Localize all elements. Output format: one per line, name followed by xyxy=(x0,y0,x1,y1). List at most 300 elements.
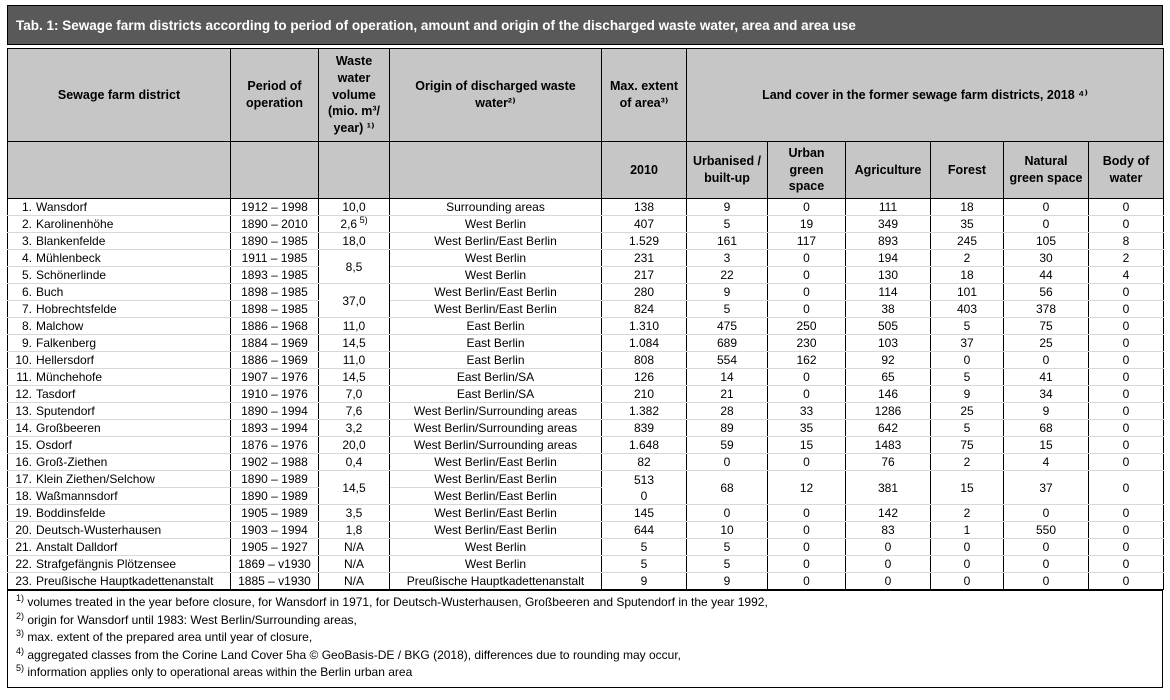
forest-cell: 9 xyxy=(931,386,1004,403)
natural-green-cell: 0 xyxy=(1004,556,1089,573)
urbanised-cell: 475 xyxy=(687,318,768,335)
district-cell xyxy=(8,369,231,386)
header-extent: Max. extent of area³⁾ xyxy=(602,49,687,142)
row-number: 21. xyxy=(15,540,32,554)
forest-cell: 15 xyxy=(931,471,1004,505)
forest-cell: 2 xyxy=(931,454,1004,471)
district-cell xyxy=(8,505,231,522)
district-name: Karolinenhöhe xyxy=(36,217,114,231)
table-row xyxy=(8,573,1164,590)
origin-cell: West Berlin/East Berlin xyxy=(390,284,602,301)
origin-cell: Preußische Hauptkadettenanstalt xyxy=(390,573,602,590)
body-of-water-cell: 0 xyxy=(1089,216,1164,233)
urban-green-cell: 0 xyxy=(768,250,846,267)
extent-cell: 9 xyxy=(602,573,687,590)
natural-green-cell: 44 xyxy=(1004,267,1089,284)
natural-green-cell: 0 xyxy=(1004,573,1089,590)
body-of-water-cell: 0 xyxy=(1089,301,1164,318)
table-row xyxy=(8,335,1164,352)
subheader-forest: Forest xyxy=(931,142,1004,199)
extent-cell: 145 xyxy=(602,505,687,522)
body-of-water-cell: 0 xyxy=(1089,420,1164,437)
origin-cell: East Berlin/SA xyxy=(390,386,602,403)
district-cell xyxy=(8,471,231,488)
urbanised-cell: 89 xyxy=(687,420,768,437)
agriculture-cell: 349 xyxy=(846,216,931,233)
row-number: 16. xyxy=(15,455,32,469)
agriculture-cell: 142 xyxy=(846,505,931,522)
district-name: Anstalt Dalldorf xyxy=(36,540,118,554)
table-row xyxy=(8,522,1164,539)
header-volume: Waste water volume (mio. m³/ year) ¹⁾ xyxy=(319,49,390,142)
row-number: 15. xyxy=(15,438,32,452)
agriculture-cell: 111 xyxy=(846,199,931,216)
urban-green-cell: 0 xyxy=(768,284,846,301)
volume-cell: 18,0 xyxy=(319,233,390,250)
volume-cell: 14,5 xyxy=(319,335,390,352)
forest-cell: 403 xyxy=(931,301,1004,318)
urbanised-cell: 21 xyxy=(687,386,768,403)
table-row xyxy=(8,556,1164,573)
row-number: 18. xyxy=(15,489,32,503)
urban-green-cell: 35 xyxy=(768,420,846,437)
origin-cell: West Berlin/Surrounding areas xyxy=(390,420,602,437)
forest-cell: 0 xyxy=(931,352,1004,369)
agriculture-cell: 505 xyxy=(846,318,931,335)
subheader-empty-origin xyxy=(390,142,602,199)
body-of-water-cell: 0 xyxy=(1089,539,1164,556)
subheader-empty-period xyxy=(231,142,319,199)
natural-green-cell: 34 xyxy=(1004,386,1089,403)
row-number: 5. xyxy=(21,268,32,282)
urbanised-cell: 9 xyxy=(687,573,768,590)
header-district: Sewage farm district xyxy=(8,49,231,142)
urban-green-cell: 230 xyxy=(768,335,846,352)
forest-cell: 0 xyxy=(931,539,1004,556)
urbanised-cell: 5 xyxy=(687,539,768,556)
extent-cell: 1.310 xyxy=(602,318,687,335)
body-of-water-cell: 0 xyxy=(1089,403,1164,420)
period-cell: 1885 – v1930 xyxy=(231,573,319,590)
agriculture-cell: 381 xyxy=(846,471,931,505)
origin-cell: East Berlin/SA xyxy=(390,369,602,386)
table-header xyxy=(8,49,1164,199)
district-cell xyxy=(8,318,231,335)
agriculture-cell: 38 xyxy=(846,301,931,318)
footnote-2 xyxy=(16,612,1154,630)
volume-cell: 3,5 xyxy=(319,505,390,522)
footnote-4-marker: 4) xyxy=(16,645,25,656)
district-name: Tasdorf xyxy=(36,387,76,401)
natural-green-cell: 75 xyxy=(1004,318,1089,335)
body-of-water-cell: 0 xyxy=(1089,454,1164,471)
subheader-agriculture: Agriculture xyxy=(846,142,931,199)
table-row xyxy=(8,437,1164,454)
header-period: Period of operation xyxy=(231,49,319,142)
table-row xyxy=(8,352,1164,369)
district-name: Waßmannsdorf xyxy=(36,489,118,503)
urban-green-cell: 0 xyxy=(768,573,846,590)
row-number: 23. xyxy=(15,574,32,588)
natural-green-cell: 30 xyxy=(1004,250,1089,267)
urbanised-cell: 554 xyxy=(687,352,768,369)
period-cell: 1905 – 1989 xyxy=(231,505,319,522)
agriculture-cell: 642 xyxy=(846,420,931,437)
urban-green-cell: 0 xyxy=(768,301,846,318)
district-name: Schönerlinde xyxy=(36,268,107,282)
footnote-3 xyxy=(16,629,1154,647)
district-name: Münchehofe xyxy=(36,370,103,384)
volume-cell: 3,2 xyxy=(319,420,390,437)
footnote-1-text: volumes treated in the year before closure, for Wansdorf in 1971, for Deutsch-Wusterhausen, Großbeeren and Sputendorf in the year 1992, xyxy=(27,595,768,609)
body-of-water-cell: 0 xyxy=(1089,369,1164,386)
row-number: 12. xyxy=(15,387,32,401)
origin-cell: West Berlin/East Berlin xyxy=(390,301,602,318)
district-name: Buch xyxy=(36,285,64,299)
forest-cell: 1 xyxy=(931,522,1004,539)
body-of-water-cell: 0 xyxy=(1089,386,1164,403)
urbanised-cell: 0 xyxy=(687,505,768,522)
period-cell: 1907 – 1976 xyxy=(231,369,319,386)
body-of-water-cell: 0 xyxy=(1089,199,1164,216)
table-row xyxy=(8,539,1164,556)
extent-cell: 210 xyxy=(602,386,687,403)
period-cell: 1911 – 1985 xyxy=(231,250,319,267)
district-cell xyxy=(8,454,231,471)
district-name: Blankenfelde xyxy=(36,234,106,248)
agriculture-cell: 130 xyxy=(846,267,931,284)
period-cell: 1912 – 1998 xyxy=(231,199,319,216)
urban-green-cell: 162 xyxy=(768,352,846,369)
origin-cell: West Berlin/East Berlin xyxy=(390,522,602,539)
district-cell xyxy=(8,233,231,250)
forest-cell: 75 xyxy=(931,437,1004,454)
district-cell xyxy=(8,573,231,590)
volume-cell: N/A xyxy=(319,539,390,556)
extent-cell: 217 xyxy=(602,267,687,284)
body-of-water-cell: 8 xyxy=(1089,233,1164,250)
agriculture-cell: 83 xyxy=(846,522,931,539)
urban-green-cell: 0 xyxy=(768,505,846,522)
extent-cell: 5 xyxy=(602,556,687,573)
district-name: Deutsch-Wusterhausen xyxy=(36,523,162,537)
district-cell xyxy=(8,556,231,573)
urbanised-cell: 10 xyxy=(687,522,768,539)
footnote-4-text: aggregated classes from the Corine Land Cover 5ha © GeoBasis-DE / BKG (2018), differences due to rounding may occur, xyxy=(27,647,681,662)
extent-cell: 644 xyxy=(602,522,687,539)
origin-cell: West Berlin/East Berlin xyxy=(390,233,602,250)
district-cell xyxy=(8,267,231,284)
row-number: 22. xyxy=(15,557,32,571)
urban-green-cell: 0 xyxy=(768,386,846,403)
volume-cell: 7,0 xyxy=(319,386,390,403)
footnote-4 xyxy=(16,647,1154,665)
row-number: 7. xyxy=(21,302,32,316)
district-name: Großbeeren xyxy=(36,421,101,435)
period-cell: 1905 – 1927 xyxy=(231,539,319,556)
urbanised-cell: 9 xyxy=(687,284,768,301)
subheader-2010: 2010 xyxy=(602,142,687,199)
row-number: 3. xyxy=(21,234,32,248)
period-cell: 1903 – 1994 xyxy=(231,522,319,539)
origin-cell: East Berlin xyxy=(390,335,602,352)
urbanised-cell: 28 xyxy=(687,403,768,420)
district-name: Hobrechtsfelde xyxy=(36,302,117,316)
row-number: 11. xyxy=(16,370,32,384)
urban-green-cell: 33 xyxy=(768,403,846,420)
natural-green-cell: 56 xyxy=(1004,284,1089,301)
volume-cell: N/A xyxy=(319,573,390,590)
district-name: Sputendorf xyxy=(36,404,95,418)
natural-green-cell: 0 xyxy=(1004,539,1089,556)
agriculture-cell: 0 xyxy=(846,573,931,590)
subheader-urbanised: Urbanised / built-up xyxy=(687,142,768,199)
period-cell: 1902 – 1988 xyxy=(231,454,319,471)
origin-cell: West Berlin xyxy=(390,216,602,233)
row-number: 2. xyxy=(21,217,32,231)
urban-green-cell: 0 xyxy=(768,522,846,539)
period-cell: 1893 – 1994 xyxy=(231,420,319,437)
urban-green-cell: 19 xyxy=(768,216,846,233)
row-number: 1. xyxy=(21,200,32,214)
district-cell xyxy=(8,539,231,556)
volume-cell: 2,6 $^{5)}$ xyxy=(319,216,390,233)
natural-green-cell: 0 xyxy=(1004,199,1089,216)
district-cell xyxy=(8,403,231,420)
agriculture-cell: 0 xyxy=(846,556,931,573)
footnote-5-text: information applies only to operational areas within the Berlin urban area xyxy=(27,665,413,679)
natural-green-cell: 25 xyxy=(1004,335,1089,352)
body-of-water-cell: 2 xyxy=(1089,250,1164,267)
origin-cell: East Berlin xyxy=(390,318,602,335)
footnote-3-marker: 3) xyxy=(16,628,25,638)
forest-cell: 37 xyxy=(931,335,1004,352)
table-row xyxy=(8,505,1164,522)
natural-green-cell: 0 xyxy=(1004,352,1089,369)
natural-green-cell: 105 xyxy=(1004,233,1089,250)
agriculture-cell: 1483 xyxy=(846,437,931,454)
row-number: 9. xyxy=(21,336,32,350)
footnote-1 xyxy=(16,594,1154,612)
extent-cell: 231 xyxy=(602,250,687,267)
agriculture-cell: 146 xyxy=(846,386,931,403)
origin-cell: West Berlin/East Berlin xyxy=(390,488,602,505)
forest-cell: 5 xyxy=(931,420,1004,437)
urban-green-cell: 0 xyxy=(768,267,846,284)
urbanised-cell: 5 xyxy=(687,556,768,573)
urbanised-cell: 59 xyxy=(687,437,768,454)
district-cell xyxy=(8,335,231,352)
extent-cell: 1.529 xyxy=(602,233,687,250)
natural-green-cell: 41 xyxy=(1004,369,1089,386)
district-cell xyxy=(8,420,231,437)
district-name: Klein Ziethen/Selchow xyxy=(36,472,155,486)
period-cell: 1890 – 1994 xyxy=(231,403,319,420)
extent-cell: 280 xyxy=(602,284,687,301)
district-name: Mühlenbeck xyxy=(36,251,101,265)
extent-cell: 1.084 xyxy=(602,335,687,352)
forest-cell: 5 xyxy=(931,369,1004,386)
district-name: Strafgefängnis Plötzensee xyxy=(36,557,177,571)
volume-cell: 1,8 xyxy=(319,522,390,539)
table-row xyxy=(8,250,1164,267)
volume-cell: 14,5 xyxy=(319,369,390,386)
urbanised-cell: 9 xyxy=(687,199,768,216)
subheader-empty-volume xyxy=(319,142,390,199)
agriculture-cell: 76 xyxy=(846,454,931,471)
row-number: 4. xyxy=(21,251,32,265)
period-cell: 1886 – 1969 xyxy=(231,352,319,369)
urban-green-cell: 0 xyxy=(768,539,846,556)
urban-green-cell: 12 xyxy=(768,471,846,505)
district-cell xyxy=(8,301,231,318)
urbanised-cell: 0 xyxy=(687,454,768,471)
volume-cell: 37,0 xyxy=(319,284,390,318)
row-number: 19. xyxy=(15,506,32,520)
agriculture-cell: 893 xyxy=(846,233,931,250)
footnotes-box xyxy=(7,590,1163,688)
district-cell xyxy=(8,250,231,267)
natural-green-cell: 550 xyxy=(1004,522,1089,539)
body-of-water-cell: 0 xyxy=(1089,556,1164,573)
volume-cell: 11,0 xyxy=(319,318,390,335)
natural-green-cell: 0 xyxy=(1004,505,1089,522)
body-of-water-cell: 0 xyxy=(1089,335,1164,352)
forest-cell: 245 xyxy=(931,233,1004,250)
district-name: Osdorf xyxy=(36,438,73,452)
forest-cell: 18 xyxy=(931,267,1004,284)
urban-green-cell: 15 xyxy=(768,437,846,454)
table-row xyxy=(8,318,1164,335)
table-container xyxy=(7,5,1163,688)
table-row xyxy=(8,233,1164,250)
agriculture-cell: 65 xyxy=(846,369,931,386)
origin-cell: West Berlin/East Berlin xyxy=(390,454,602,471)
urban-green-cell: 0 xyxy=(768,369,846,386)
row-number: 17. xyxy=(15,472,32,486)
table-row xyxy=(8,199,1164,216)
urban-green-cell: 0 xyxy=(768,454,846,471)
district-cell xyxy=(8,386,231,403)
extent-cell: 138 xyxy=(602,199,687,216)
district-name: Groß-Ziethen xyxy=(36,455,108,469)
body-of-water-cell: 0 xyxy=(1089,318,1164,335)
header-row-1 xyxy=(8,49,1164,142)
district-cell xyxy=(8,437,231,454)
period-cell: 1890 – 2010 xyxy=(231,216,319,233)
extent-cell: 126 xyxy=(602,369,687,386)
district-cell xyxy=(8,488,231,505)
subheader-urban-green: Urban green space xyxy=(768,142,846,199)
district-name: Malchow xyxy=(36,319,84,333)
table-row xyxy=(8,216,1164,233)
period-cell: 1898 – 1985 xyxy=(231,301,319,318)
urbanised-cell: 161 xyxy=(687,233,768,250)
natural-green-cell: 4 xyxy=(1004,454,1089,471)
footnote-3-text: max. extent of the prepared area until year of closure, xyxy=(27,630,313,644)
forest-cell: 5 xyxy=(931,318,1004,335)
origin-cell: West Berlin xyxy=(390,539,602,556)
forest-cell: 35 xyxy=(931,216,1004,233)
origin-cell: West Berlin xyxy=(390,556,602,573)
district-cell xyxy=(8,352,231,369)
table-row xyxy=(8,420,1164,437)
natural-green-cell: 0 xyxy=(1004,216,1089,233)
urbanised-cell: 68 xyxy=(687,471,768,505)
extent-cell: 1.648 xyxy=(602,437,687,454)
table-row xyxy=(8,386,1164,403)
period-cell: 1884 – 1969 xyxy=(231,335,319,352)
table-row xyxy=(8,284,1164,301)
footnote-2-text: origin for Wansdorf until 1983: West Berlin/Surrounding areas, xyxy=(27,612,357,627)
period-cell: 1886 – 1968 xyxy=(231,318,319,335)
volume-cell: 11,0 xyxy=(319,352,390,369)
forest-cell: 101 xyxy=(931,284,1004,301)
district-name: Falkenberg xyxy=(36,336,97,350)
urbanised-cell: 689 xyxy=(687,335,768,352)
footnote-1-marker: 1) xyxy=(16,593,25,603)
district-cell xyxy=(8,199,231,216)
extent-cell: 513 0 xyxy=(602,471,687,505)
urban-green-cell: 0 xyxy=(768,199,846,216)
body-of-water-cell: 0 xyxy=(1089,471,1164,505)
urban-green-cell: 117 xyxy=(768,233,846,250)
period-cell: 1890 – 1985 xyxy=(231,233,319,250)
urbanised-cell: 14 xyxy=(687,369,768,386)
origin-cell: West Berlin/East Berlin xyxy=(390,471,602,488)
table-row xyxy=(8,301,1164,318)
extent-cell: 824 xyxy=(602,301,687,318)
body-of-water-cell: 0 xyxy=(1089,522,1164,539)
table-row xyxy=(8,454,1164,471)
table-body xyxy=(8,199,1164,590)
extent-cell: 1.382 xyxy=(602,403,687,420)
table-title: Tab. 1: Sewage farm districts according to period of operation, amount and origin of the discharged waste water, area and area use xyxy=(7,5,1163,45)
header-row-2 xyxy=(8,142,1164,199)
urbanised-cell: 5 xyxy=(687,301,768,318)
agriculture-cell: 194 xyxy=(846,250,931,267)
district-name: Hellersdorf xyxy=(36,353,95,367)
urbanised-cell: 3 xyxy=(687,250,768,267)
row-number: 8. xyxy=(21,319,32,333)
volume-cell: 7,6 xyxy=(319,403,390,420)
district-name: Boddinsfelde xyxy=(36,506,106,520)
volume-cell: N/A xyxy=(319,556,390,573)
extent-cell: 5 xyxy=(602,539,687,556)
agriculture-cell: 1286 xyxy=(846,403,931,420)
period-cell: 1890 – 1989 xyxy=(231,488,319,505)
origin-cell: West Berlin/Surrounding areas xyxy=(390,403,602,420)
district-cell xyxy=(8,216,231,233)
extent-cell: 82 xyxy=(602,454,687,471)
natural-green-cell: 9 xyxy=(1004,403,1089,420)
body-of-water-cell: 0 xyxy=(1089,352,1164,369)
period-cell: 1869 – v1930 xyxy=(231,556,319,573)
forest-cell: 25 xyxy=(931,403,1004,420)
agriculture-cell: 92 xyxy=(846,352,931,369)
origin-cell: West Berlin/Surrounding areas xyxy=(390,437,602,454)
period-cell: 1876 – 1976 xyxy=(231,437,319,454)
footnote-5 xyxy=(16,664,1154,682)
subheader-natural-green: Natural green space xyxy=(1004,142,1089,199)
extent-cell: 839 xyxy=(602,420,687,437)
footnote-2-marker: 2) xyxy=(16,610,25,621)
period-cell: 1890 – 1989 xyxy=(231,471,319,488)
origin-cell: West Berlin xyxy=(390,250,602,267)
volume-cell: 10,0 xyxy=(319,199,390,216)
natural-green-cell: 378 xyxy=(1004,301,1089,318)
agriculture-cell: 0 xyxy=(846,539,931,556)
